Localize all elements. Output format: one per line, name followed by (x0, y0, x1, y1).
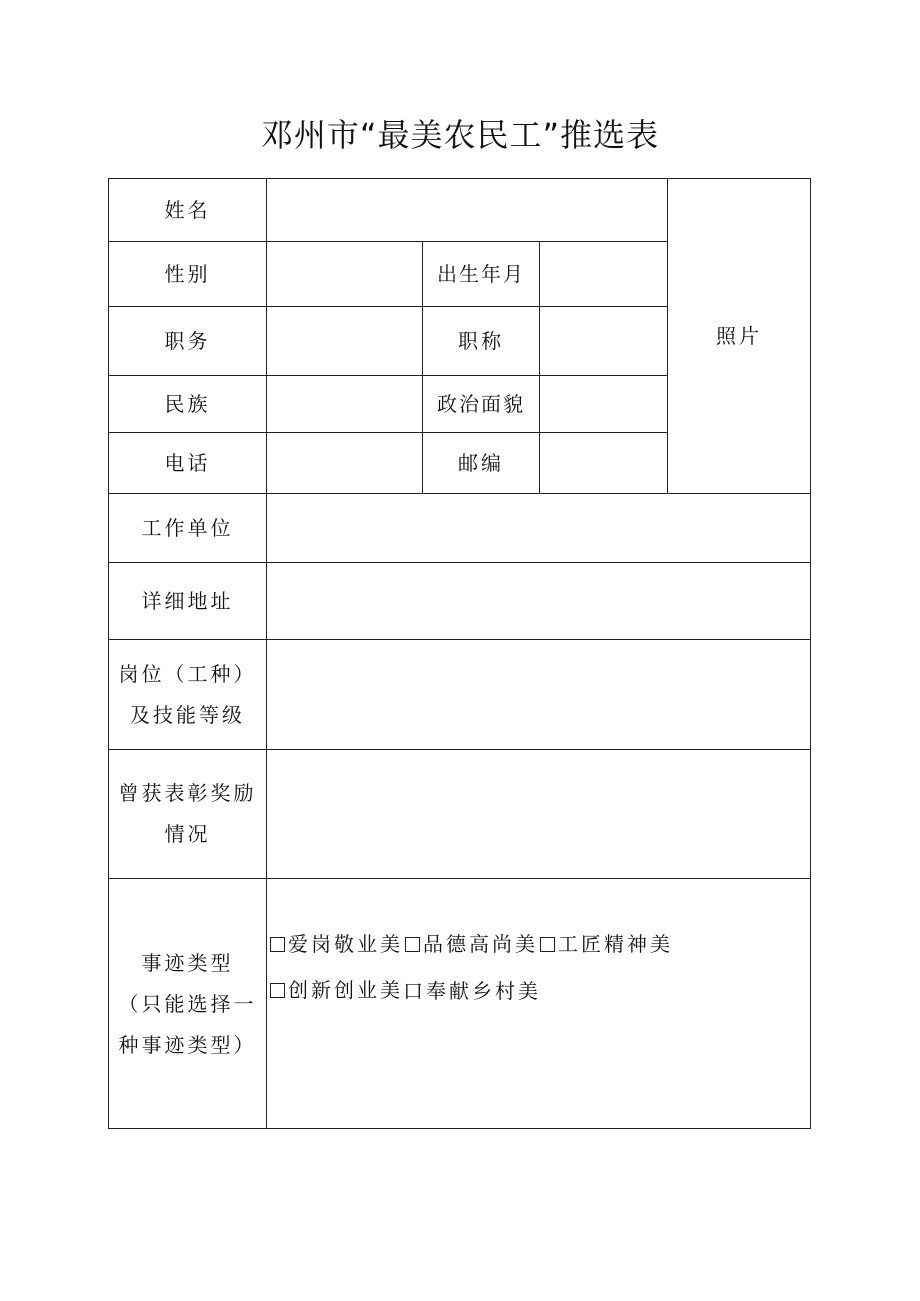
deed-option-checkbox[interactable] (268, 922, 403, 967)
gender-field[interactable] (267, 242, 422, 306)
political-field[interactable] (540, 376, 667, 432)
awards-label (109, 750, 266, 878)
deed-option-label: 工匠精神美 (558, 932, 673, 956)
ethnicity-label: 民族 (164, 391, 211, 416)
duty-label: 职务 (164, 328, 211, 353)
deed-option-marker: 口 (403, 979, 426, 1003)
photo-label: 照片 (716, 323, 762, 348)
deed-option-checkbox[interactable] (403, 922, 538, 967)
awards-field[interactable] (267, 750, 810, 878)
phone-field[interactable] (267, 433, 422, 493)
position-label-line: 岗位（工种） (118, 661, 257, 686)
deed-type-label-line: （只能选择一 (118, 991, 257, 1016)
deed-options-row-2 (268, 968, 808, 1014)
position-field[interactable] (267, 640, 810, 749)
deed-option-checkbox[interactable] (403, 969, 541, 1014)
deed-option-checkbox[interactable] (268, 968, 403, 1013)
deed-option-checkbox[interactable] (538, 922, 673, 967)
deed-type-label-line: 事迹类型 (141, 950, 234, 975)
name-label: 姓名 (164, 197, 211, 222)
deed-option-label: 爱岗敬业美 (288, 932, 403, 956)
deed-option-label: 品德高尚美 (423, 932, 538, 956)
deed-type-label (109, 879, 266, 1129)
awards-label-line: 情况 (164, 822, 211, 846)
title-rank-field[interactable] (540, 307, 667, 375)
birth-label: 出生年月 (437, 261, 525, 286)
position-label (109, 640, 266, 749)
political-label: 政治面貌 (437, 391, 525, 416)
page-title: 邓州市“最美农民工”推选表 (260, 116, 660, 154)
checkbox-icon (405, 937, 420, 952)
workplace-label: 工作单位 (141, 515, 234, 540)
deed-type-label-line: 种事迹类型） (118, 1032, 257, 1057)
checkbox-icon (270, 983, 285, 998)
deed-option-label: 奉献乡村美 (426, 979, 541, 1003)
postcode-field[interactable] (540, 433, 667, 493)
checkbox-icon (270, 937, 285, 952)
address-label: 详细地址 (141, 588, 234, 613)
workplace-field[interactable] (267, 494, 810, 562)
deed-options-row-1 (268, 922, 808, 968)
name-field[interactable] (267, 179, 667, 241)
duty-field[interactable] (267, 307, 422, 375)
deed-option-label: 创新创业美 (288, 978, 403, 1002)
postcode-label: 邮编 (458, 450, 504, 475)
awards-label-line: 曾获表彰奖励 (118, 781, 257, 805)
title-rank-label: 职称 (458, 328, 504, 353)
birth-field[interactable] (540, 242, 667, 306)
deed-type-options (268, 922, 808, 1014)
position-label-line: 及技能等级 (130, 702, 245, 727)
gender-label: 性别 (164, 261, 211, 286)
ethnicity-field[interactable] (267, 376, 422, 432)
address-field[interactable] (267, 563, 810, 639)
photo-area[interactable] (668, 179, 810, 493)
phone-label: 电话 (164, 450, 211, 475)
checkbox-icon (540, 937, 555, 952)
